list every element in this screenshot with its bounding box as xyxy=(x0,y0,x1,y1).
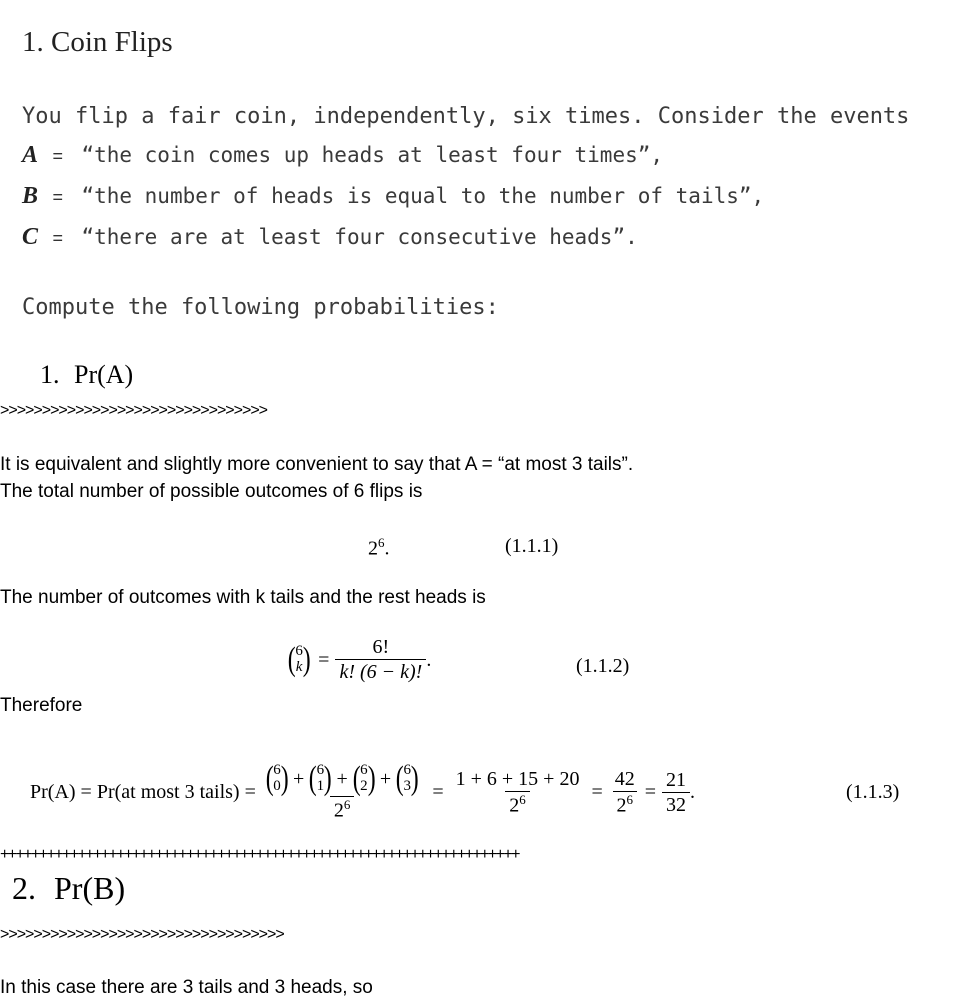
event-equals: = xyxy=(52,146,63,166)
equation-1-1-1 xyxy=(368,535,390,561)
equation-number: (1.1.2) xyxy=(576,655,630,677)
binomial-coefficient: ( 6 2 ) xyxy=(352,760,376,798)
event-a xyxy=(22,142,663,169)
den-exponent: 6 xyxy=(626,791,633,807)
part-2-heading xyxy=(12,870,125,907)
frac-numerator: 42 xyxy=(614,767,635,790)
event-letter: A xyxy=(22,142,39,168)
fraction-42 xyxy=(611,768,639,818)
answer-text: The total number of possible outcomes of 6 flips is xyxy=(0,481,423,502)
part-2-number: 2. xyxy=(12,870,36,906)
event-text: “the number of heads is equal to the number of tails”, xyxy=(81,184,765,208)
binomial-coefficient: ( 6 0 ) xyxy=(265,760,289,798)
binomial-coefficient: ( 6 k ) xyxy=(287,641,311,678)
binom-top: 6 xyxy=(273,762,281,779)
eq-lhs: Pr(A) = Pr(at most 3 tails) = xyxy=(30,781,256,803)
event-b xyxy=(22,183,764,210)
frac-numerator: 21 xyxy=(666,768,687,791)
frac-numerator: 6! xyxy=(372,636,390,658)
binom-bottom: k xyxy=(295,659,303,675)
frac-denominator: 32 xyxy=(662,792,690,817)
binom-bottom: 0 xyxy=(273,778,281,795)
equation-number: (1.1.1) xyxy=(505,535,559,557)
event-c xyxy=(22,224,638,251)
equation-number: (1.1.3) xyxy=(846,781,900,803)
answer-text: It is equivalent and slightly more convenient to say that A = “at most 3 tails”. xyxy=(0,454,634,475)
answer-separator: >>>>>>>>>>>>>>>>>>>>>>>>>>>>>>>> xyxy=(0,402,267,419)
binom-top: 6 xyxy=(403,762,412,779)
answer-text: Therefore xyxy=(0,695,83,716)
binomial-sum-fraction: ( 6 0 ) + ( 6 1 ) + ( 6 2 ) + ( 6 3 ) $2^6$ xyxy=(265,760,419,822)
event-letter: B xyxy=(22,183,39,209)
plus-separator: +++++++++++++++++++++++++++++++++++++++++++++++++++++++++++++++++++ xyxy=(0,846,519,863)
binomial-coefficient: ( 6 1 ) xyxy=(309,760,332,798)
den-base: 2 xyxy=(509,794,520,817)
problem-intro: You flip a fair coin, independently, six times. Consider the events xyxy=(22,104,910,129)
den-exponent: 6 xyxy=(343,797,351,813)
part-1-expression: Pr(A) xyxy=(74,360,134,389)
compute-prompt: Compute the following probabilities: xyxy=(22,295,499,320)
binom-bottom: 3 xyxy=(403,778,412,795)
page-title: 1. Coin Flips xyxy=(22,26,173,58)
answer-text: In this case there are 3 tails and 3 heads, so xyxy=(0,977,373,998)
eq-exponent: 6 xyxy=(378,535,385,550)
binom-top: 6 xyxy=(316,762,325,779)
binomial-coefficient: ( 6 3 ) xyxy=(395,760,419,798)
part-1-heading xyxy=(40,360,133,390)
answer-separator: >>>>>>>>>>>>>>>>>>>>>>>>>>>>>>>>>> xyxy=(0,926,284,943)
den-exponent: 6 xyxy=(519,791,526,807)
answer-text: The number of outcomes with k tails and the rest heads is xyxy=(0,587,486,608)
part-1-number: 1. xyxy=(40,360,60,389)
equation-1-1-2: ( 6 k ) = $\frac{6!}{k! (6 - k)!}$ . xyxy=(287,636,432,683)
event-letter: C xyxy=(22,224,39,250)
frac-numerator: 1 + 6 + 15 + 20 xyxy=(455,767,580,790)
event-equals: = xyxy=(52,228,63,248)
binom-top: 6 xyxy=(295,643,303,660)
den-base: 2 xyxy=(333,799,344,822)
equation-1-1-3: Pr(A) = Pr(at most 3 tails) = ( 6 0 ) + ( 6 1 ) + ( 6 2 ) + ( 6 3 ) $2^6$ = $\frac{1 + 6 + 15 + 20}{2^6}$ = $\frac{42}{2^6}$ = $\frac{21}{32}$ . xyxy=(30,760,696,822)
event-text: “there are at least four consecutive heads”. xyxy=(81,225,638,249)
binom-top: 6 xyxy=(360,762,368,779)
frac-denominator: k! (6 − k)! xyxy=(335,659,426,684)
part-2-expression: Pr(B) xyxy=(54,870,126,906)
binom-bottom: 1 xyxy=(316,778,325,795)
event-equals: = xyxy=(52,187,63,207)
fraction-21-32 xyxy=(662,769,690,817)
den-base: 2 xyxy=(616,794,627,817)
binom-bottom: 2 xyxy=(360,778,368,795)
event-text: “the coin comes up heads at least four times”, xyxy=(81,143,664,167)
factorial-fraction xyxy=(335,636,426,684)
sum-fraction xyxy=(452,768,584,818)
eq-base: 2 xyxy=(368,537,378,560)
eq-end: . xyxy=(384,537,390,560)
